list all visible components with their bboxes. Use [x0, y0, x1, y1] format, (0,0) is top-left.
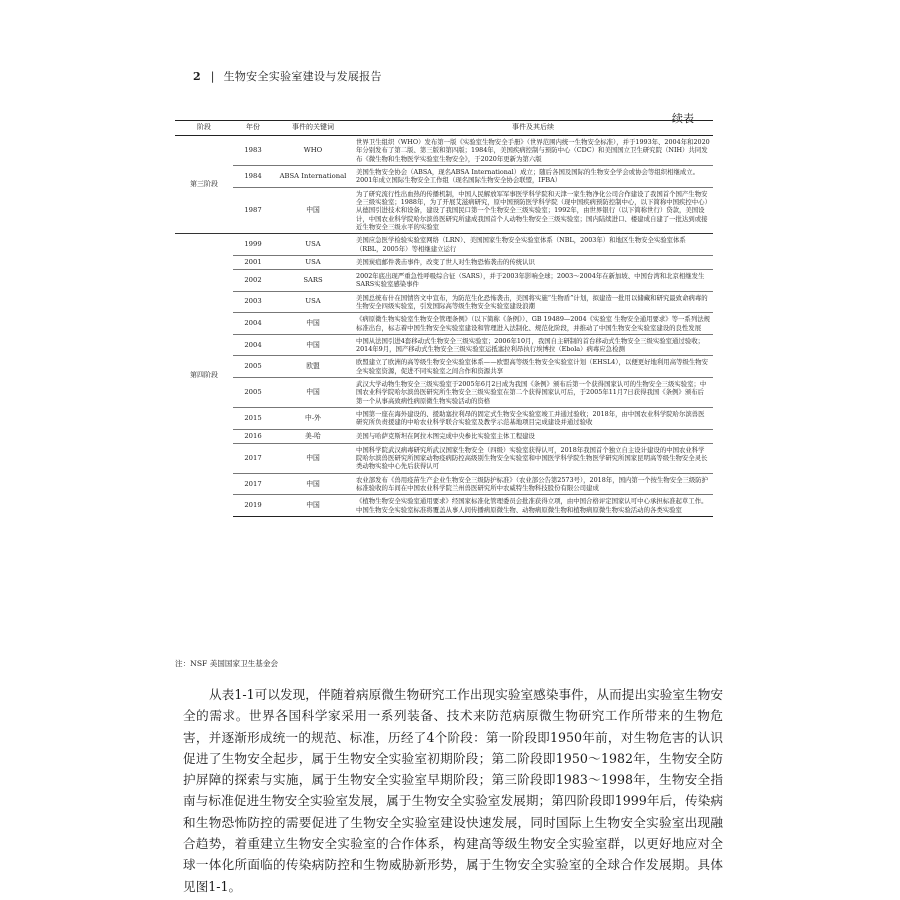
keyword-cell: 欧盟: [273, 356, 353, 378]
description-cell: 中国第一座在海外建设的、援助塞拉利昂的固定式生物安全实验室竣工并通过验收；2018年，由中国农业科学院哈尔滨兽医研究所负责援建的中哈农业科学联合实验室及教学示范基地项目完成建设并通过验收: [353, 408, 713, 430]
description-cell: 2002年底出现严重急性呼吸综合征（SARS），并于2003年影响全球；2003～2004年在新加坡、中国台湾和北京相继发生SARS实验室感染事件: [353, 269, 713, 291]
running-header: [193, 68, 382, 84]
keyword-cell: USA: [273, 291, 353, 313]
events-table-container: [175, 120, 713, 517]
year-cell: 1999: [233, 234, 273, 256]
keyword-cell: USA: [273, 256, 353, 270]
year-cell: 2019: [233, 495, 273, 517]
description-cell: 欧盟建立了欧洲的高等级生物安全实验室体系——欧盟高等级生物安全实验室计划（EHSL4），以便更好地利用高等级生物安全实验室资源，促进不同实验室之间合作和资源共享: [353, 356, 713, 378]
description-cell: 美国炭疽邮件袭击事件，改变了世人对生物恐怖袭击的传统认识: [353, 256, 713, 270]
table-row: [175, 269, 713, 291]
description-cell: 美国生物安全协会（ABSA，现名ABSA International）成立；随后各国及国际的生物安全学会或协会等组织相继成立。2001年成立国际生物安全工作组（现名国际生物安全协会联盟，IFBA）: [353, 166, 713, 188]
description-cell: 武汉大学动物生物安全三级实验室于2005年6月2日成为我国《条例》颁布后第一个获得国家认可的生物安全三级实验室；中国农业科学院哈尔滨兽医研究所生物安全三级实验室在第二个获得国家认可后，于2005年11月7日获得我国《条例》颁布后第一个从事高致病性病原微生物实验活动的资格: [353, 378, 713, 408]
description-cell: 中国科学院武汉病毒研究所武汉国家生物安全（四级）实验室获得认可，2018年我国首个独立自主设计建设的中国农业科学院哈尔滨兽医研究所国家动物疫病防控高级别生物安全实验室和中国医学科学院生物医学研究所国家昆明高等级生物安全灵长类动物实验中心先后获得认可: [353, 443, 713, 473]
table-row: [175, 234, 713, 256]
table-row: [175, 378, 713, 408]
table-row: [175, 166, 713, 188]
events-table: [175, 120, 713, 517]
table-row: [175, 291, 713, 313]
book-title: 生物安全实验室建设与发展报告: [223, 70, 382, 83]
keyword-cell: 中国: [273, 495, 353, 517]
description-cell: 农业部发布《兽用疫苗生产企业生物安全三级防护标准》（农业部公告第2573号），2018年，国内第一个按生物安全三级防护标准验收的车间在中国农业科学院兰州兽医研究所中农威特生物科技股份有限公司建成: [353, 473, 713, 495]
year-cell: 2004: [233, 334, 273, 356]
table-row: [175, 256, 713, 270]
col-header-year: 年份: [233, 121, 273, 136]
keyword-cell: USA: [273, 234, 353, 256]
table-row: [175, 313, 713, 335]
year-cell: 2017: [233, 443, 273, 473]
description-cell: 美国与哈萨克斯坦在阿拉木图完成中央参比实验室主体工程建设: [353, 429, 713, 443]
table-row: [175, 443, 713, 473]
keyword-cell: 中国: [273, 313, 353, 335]
year-cell: 2003: [233, 291, 273, 313]
description-cell: 美国应急医学检验实验室网络（LRN）、美国国家生物安全实验室体系（NBL，2003年）和地区生物安全实验室体系（RBL，2005年）等相继建立运行: [353, 234, 713, 256]
keyword-cell: 中-外: [273, 408, 353, 430]
year-cell: 2005: [233, 378, 273, 408]
description-cell: 《植物生物安全实验室通用要求》经国家标准化管理委员会批准获得立项，由中国合格评定国家认可中心承担标准起草工作。中国生物安全实验室标准将覆盖从事人间传播病原微生物、动物病原微生物和植物病原微生物实验活动的各类实验室: [353, 495, 713, 517]
col-header-description: 事件及其后续: [353, 121, 713, 136]
table-row: [175, 356, 713, 378]
year-cell: 2002: [233, 269, 273, 291]
keyword-cell: WHO: [303, 146, 323, 155]
col-header-keyword: 事件的关键词: [273, 121, 353, 136]
year-cell: 1984: [233, 166, 273, 188]
table-continued-label: 续表: [672, 112, 694, 125]
header-separator: |: [210, 70, 215, 83]
description-cell: 中国从法国引进4套移动式生物安全三级实验室；2006年10月，我国自主研制的首台移动式生物安全三级实验室通过验收；2014年9月，国产移动式生物安全三级实验室运抵塞拉利昂执行埃博拉（Ebola）病毒应急检测: [353, 334, 713, 356]
table-body: [175, 136, 713, 517]
table-row: [175, 136, 713, 166]
year-cell: 1987: [233, 187, 273, 234]
table-row: [175, 187, 713, 234]
keyword-cell: 中国: [273, 187, 353, 234]
keyword-cell: 中国: [273, 378, 353, 408]
keyword-cell: SARS: [273, 269, 353, 291]
year-cell: 1983: [244, 146, 262, 155]
year-cell: 2017: [233, 473, 273, 495]
page-number: 2: [193, 70, 201, 83]
table-row: [175, 429, 713, 443]
year-cell: 2001: [233, 256, 273, 270]
year-cell: 2005: [233, 356, 273, 378]
body-paragraph: 从表1-1可以发现，伴随着病原微生物研究工作出现实验室感染事件，从而提出实验室生物安全的需求。世界各国科学家采用一系列装备、技术来防范病原微生物研究工作所带来的生物危害，并逐渐形成统一的规范、标准，历经了4个阶段：第一阶段即1950年前，对生物危害的认识促进了生物安全起步，属于生物安全实验室初期阶段；第二阶段即1950～1982年，生物安全防护屏障的探索与实施，属于生物安全实验室早期阶段；第三阶段即1983～1998年，生物安全指南与标准促进生物安全实验室发展，属于生物安全实验室发展期；第四阶段即1999年后，传染病和生物恐怖防控的需要促进了生物安全实验室建设快速发展，同时国际上生物安全实验室出现融合趋势，着重建立生物安全实验室的合作体系，构建高等级生物安全实验室群，以更好地应对全球一体化所面临的传染病防控和生物威胁新形势，属于生物安全实验室的全球合作发展期。具体见图1-1。: [183, 687, 723, 894]
year-cell: 2015: [233, 408, 273, 430]
stage-cell: 第四阶段: [175, 234, 233, 517]
table-row: [175, 334, 713, 356]
description-cell: 世界卫生组织（WHO）发布第一版《实验室生物安全手册》（世界范围内统一生物安全标准），并于1993年、2004年和2020年分别发布了第二版、第三版和第四版；1984年，美国疾病控制与预防中心（CDC）和美国国立卫生研究院（NIH）共同发布《微生物和生物医学实验室生物安全》，于2020年更新为第六版: [356, 138, 710, 163]
keyword-cell: 美-哈: [273, 429, 353, 443]
keyword-cell: 中国: [273, 473, 353, 495]
description-cell: 为了研究流行性出血热的传播机制，中国人民解放军军事医学科学院和天津一家生物净化公司合作建设了我国首个国产生物安全三级实验室；1988年，为了开展艾滋病研究，原中国预防医学科学院（现中国疾病预防控制中心，以下简称中国疾控中心）从德国引进技术和设备，建设了我国民口第一个生物安全三级实验室；1992年，由世界银行（以下简称世行）贷款，美国设计，中国农业科学院哈尔滨兽医研究所建成我国首个人动物生物安全三级实验室；国内陆续进口、楼建成自建了一批达到或接近生物安全三级水平的实验室: [353, 187, 713, 234]
stage-cell: 第三阶段: [190, 180, 218, 189]
table-header-row: [175, 121, 713, 136]
table-row: [175, 495, 713, 517]
table-row: [175, 473, 713, 495]
col-header-stage: 阶段: [175, 121, 233, 136]
year-cell: 2004: [233, 313, 273, 335]
keyword-cell: 中国: [273, 443, 353, 473]
table-row: [175, 408, 713, 430]
keyword-cell: ABSA International: [273, 166, 353, 188]
keyword-cell: 中国: [273, 334, 353, 356]
table-note: 注：NSF 美国国家卫生基金会: [175, 659, 279, 668]
year-cell: 2016: [233, 429, 273, 443]
description-cell: 美国总统布什在国情咨文中宣布，为防范生化恐怖袭击，美国将实施“生物盾”计划，拟建造一批用以储藏和研究最致命病毒的生物安全四级实验室，引发国际高等级生物安全实验室建设浪潮: [353, 291, 713, 313]
description-cell: 《病原微生物实验室生物安全管理条例》（以下简称《条例》）、GB 19489—2004《实验室 生物安全通用要求》等一系列法规标准出台，标志着中国生物安全实验室建设和管理进入法制化、规范化阶段，并推动了中国生物安全实验室建设的良性发展: [353, 313, 713, 335]
